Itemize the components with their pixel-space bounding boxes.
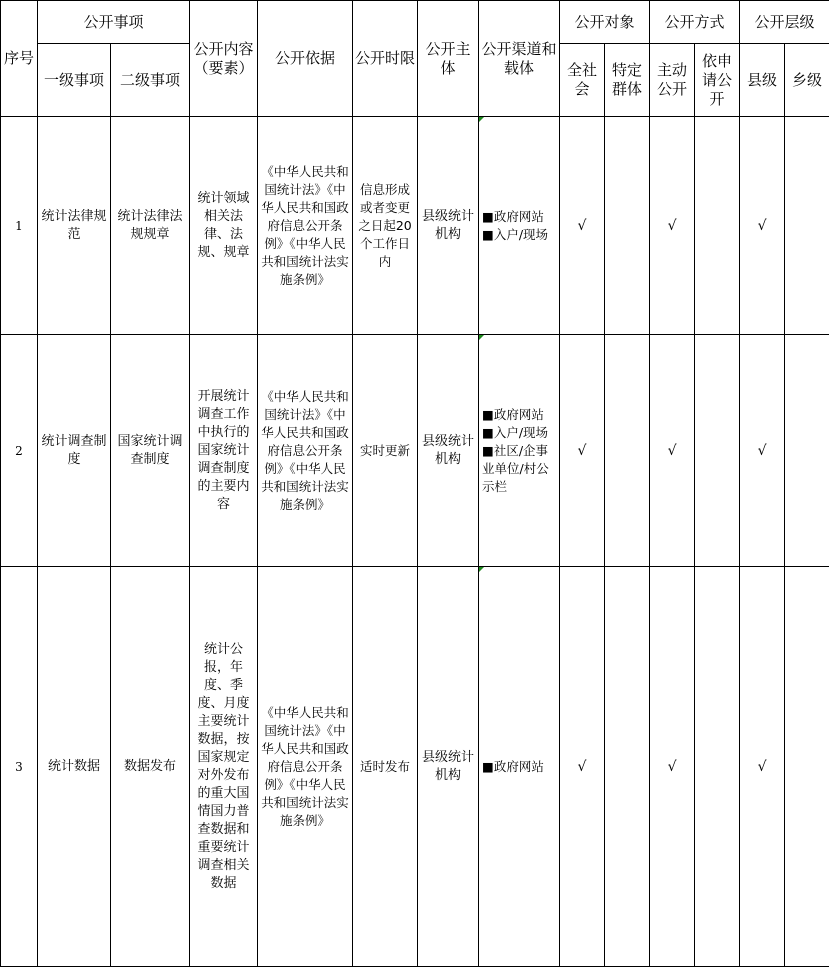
row-level2: 国家统计调查制度 [111,335,190,567]
row-index: 2 [1,335,38,567]
channel-item: ■社区/企事业单位/村公示栏 [482,442,549,494]
row-county-check: √ [740,335,785,567]
header-object-group: 公开对象 [560,1,650,44]
row-time-limit: 信息形成或者变更之日起20个工作日内 [353,117,418,335]
row-township-check [785,567,829,967]
header-subject: 公开主体 [418,1,479,117]
header-items-group: 公开事项 [38,1,190,44]
row-whole-society-check: √ [560,567,605,967]
row-content: 统计公报，年度、季度、月度主要统计数据，按国家规定对外发布的重大国情国力普查数据和重要统计调查相关数据 [190,567,258,967]
row-township-check [785,335,829,567]
header-whole-society: 全社会 [560,44,605,117]
row-specific-group-check [605,335,650,567]
row-time-limit: 适时发布 [353,567,418,967]
header-content: 公开内容（要素） [190,1,258,117]
row-specific-group-check [605,117,650,335]
channel-item: ■政府网站 [482,406,544,422]
header-time-limit: 公开时限 [353,1,418,117]
row-level1: 统计法律规范 [38,117,111,335]
row-content: 统计领域相关法律、法规、规章 [190,117,258,335]
row-channel [479,117,560,335]
channel-item: ■政府网站 [482,208,544,224]
row-whole-society-check: √ [560,335,605,567]
row-county-check: √ [740,117,785,335]
header-index: 序号 [1,1,38,117]
row-active-check: √ [650,117,695,335]
row-level1: 统计调查制度 [38,335,111,567]
row-basis: 《中华人民共和国统计法》《中华人民共和国政府信息公开条例》《中华人民共和国统计法实施条例》 [258,335,353,567]
row-township-check [785,117,829,335]
header-township: 乡级 [785,44,829,117]
header-level1: 一级事项 [38,44,111,117]
row-subject: 县级统计机构 [418,567,479,967]
row-level2: 统计法律法规规章 [111,117,190,335]
row-index: 3 [1,567,38,967]
row-basis: 《中华人民共和国统计法》《中华人民共和国政府信息公开条例》《中华人民共和国统计法实施条例》 [258,567,353,967]
row-specific-group-check [605,567,650,967]
row-on-request-check [695,117,740,335]
table-row [1,117,829,335]
row-on-request-check [695,335,740,567]
header-on-request: 依申请公开 [695,44,740,117]
row-index: 1 [1,117,38,335]
channel-item: ■政府网站 [482,758,544,774]
header-county: 县级 [740,44,785,117]
header-specific-group: 特定群体 [605,44,650,117]
header-level2: 二级事项 [111,44,190,117]
table-row [1,567,829,967]
table-row [1,335,829,567]
channel-item: ■入户/现场 [482,226,549,242]
row-basis: 《中华人民共和国统计法》《中华人民共和国政府信息公开条例》《中华人民共和国统计法实施条例》 [258,117,353,335]
row-subject: 县级统计机构 [418,335,479,567]
header-channel: 公开渠道和载体 [479,1,560,117]
row-level2: 数据发布 [111,567,190,967]
row-county-check: √ [740,567,785,967]
row-channel [479,335,560,567]
row-subject: 县级统计机构 [418,117,479,335]
row-content: 开展统计调查工作中执行的国家统计调查制度的主要内容 [190,335,258,567]
row-time-limit: 实时更新 [353,335,418,567]
header-active: 主动公开 [650,44,695,117]
row-active-check: √ [650,567,695,967]
row-active-check: √ [650,335,695,567]
header-level-group: 公开层级 [740,1,829,44]
header-basis: 公开依据 [258,1,353,117]
row-level1: 统计数据 [38,567,111,967]
row-channel [479,567,560,967]
channel-item: ■入户/现场 [482,424,549,440]
row-on-request-check [695,567,740,967]
header-method-group: 公开方式 [650,1,740,44]
row-whole-society-check: √ [560,117,605,335]
